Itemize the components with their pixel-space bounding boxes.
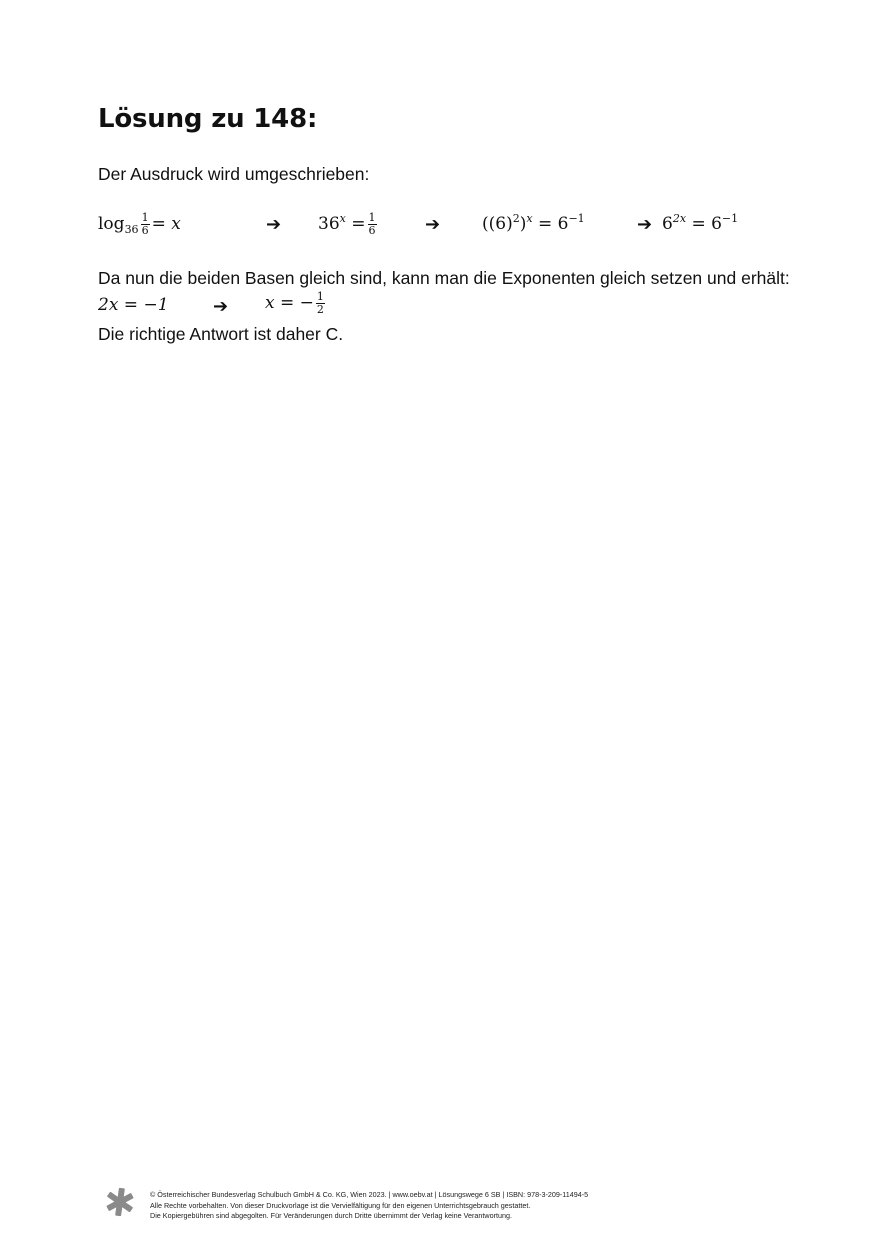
arrow-icon: ➔: [637, 214, 653, 235]
equation-exponents: 2x = −1: [98, 295, 169, 315]
page-title: Lösung zu 148:: [98, 104, 318, 134]
intro-text: Der Ausdruck wird umgeschrieben:: [98, 164, 370, 184]
arrow-icon: ➔: [425, 214, 441, 235]
log-base: 36: [124, 223, 139, 236]
equation-solution: x = − $\frac{1}{2}$: [265, 290, 324, 316]
footer-copyright: [150, 1190, 588, 1222]
equation-rhs-x: = x: [151, 214, 181, 234]
arrow-icon: ➔: [213, 296, 229, 317]
fraction-one-sixth-2: $\frac{1}{6}$: [368, 211, 376, 237]
equation-log: [98, 212, 181, 237]
asterisk-logo-icon: [104, 1186, 136, 1218]
footer-line-1: © Österreichischer Bundesverlag Schulbuch GmbH & Co. KG, Wien 2023. | www.oebv.at | Lösungswege 6 SB | ISBN: 978-3-209-11494-5: [150, 1190, 589, 1199]
equation-power-6: $6^{2x} = 6^{-1}$: [662, 212, 739, 234]
fraction-one-sixth: $\frac{1}{6}$: [141, 211, 149, 237]
fraction-one-half: $\frac{1}{2}$: [316, 290, 324, 316]
footer-line-3: Die Kopiergebühren sind abgegolten. Für Veränderungen durch Dritte übernimmt der Verlag keine Verantwortung.: [150, 1211, 512, 1220]
equation-nested-power: $((6)^2)^x = 6^{-1}$: [482, 212, 585, 234]
log-function: log: [98, 214, 125, 234]
footer-line-2: Alle Rechte vorbehalten. Von dieser Druckvorlage ist die Vervielfältigung für den eigenen Unterrichtsgebrauch gestattet.: [150, 1200, 531, 1210]
conclusion-text: Die richtige Antwort ist daher C.: [98, 324, 344, 344]
arrow-icon: ➔: [266, 214, 282, 235]
explanation-text: Da nun die beiden Basen gleich sind, kann man die Exponenten gleich setzen und erhält:: [98, 268, 790, 288]
equation-power-36: 36$^x$ = $\frac{1}{6}$: [318, 211, 376, 237]
